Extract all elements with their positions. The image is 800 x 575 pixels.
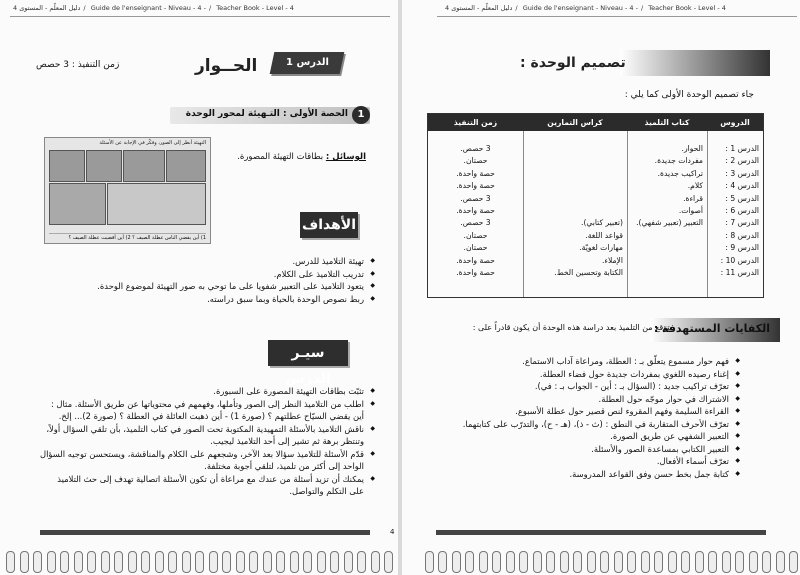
table-cell-lesson: الدرس 11 : bbox=[720, 268, 759, 278]
binding-ring bbox=[465, 551, 474, 573]
competency-item: ◆ الاشتراك في حوار موجّه حول العطلة. bbox=[440, 393, 740, 406]
lesson-tab bbox=[270, 52, 345, 74]
binding-ring bbox=[708, 551, 717, 573]
table-cell-time: حصة واحدة. bbox=[456, 268, 495, 278]
lesson-flow-heading-label: سيـر الدرس bbox=[285, 345, 331, 387]
table-cell-student-book: التعبير (تعبير شفهي). bbox=[636, 218, 703, 228]
header-rule bbox=[10, 16, 390, 17]
materials bbox=[216, 152, 366, 162]
binding-ring bbox=[492, 551, 501, 573]
binding-ring bbox=[587, 551, 596, 573]
table-cell-student-book bbox=[628, 255, 703, 267]
binding-ring bbox=[668, 551, 677, 573]
table-cell-time: 3 حصص. bbox=[460, 193, 491, 203]
header-french: Guide de l'enseignant - Niveau - 4 - bbox=[522, 4, 638, 12]
competency-item: ◆ إغناء رصيده اللغوي بمفردات جديدة حول فضاء العطلة. bbox=[440, 368, 740, 381]
binding-ring bbox=[47, 551, 56, 573]
table-header-row bbox=[428, 114, 763, 131]
competency-item: ◆ فهم حوار مسموع يتعلّق بـ : العطلة، ومراعاة آداب الاستماع. bbox=[440, 355, 740, 368]
header-arabic: دليل المعلّم - المستوى 4 bbox=[445, 4, 513, 12]
lesson-flow-heading bbox=[268, 340, 348, 387]
table-cell-time: حصة واحدة. bbox=[456, 168, 495, 178]
binding-ring bbox=[614, 551, 623, 573]
table-cell-time: 3 حصص. bbox=[460, 218, 491, 228]
table-cell-lesson: الدرس 2 : bbox=[725, 156, 759, 166]
table-column-student-book bbox=[627, 131, 707, 297]
binding-ring bbox=[371, 551, 380, 573]
lesson-tab-label: الدرس 1 bbox=[285, 57, 329, 68]
binding-ring bbox=[735, 551, 744, 573]
table-cell-student-book: قراءة. bbox=[683, 193, 703, 203]
lesson-title: الحــوار bbox=[195, 56, 258, 76]
table-cell-lesson: الدرس 8 : bbox=[725, 230, 759, 240]
table-cell-workbook bbox=[524, 155, 623, 167]
binding-ring bbox=[236, 551, 245, 573]
table-cell-student-book: تراكيب جديدة. bbox=[657, 168, 703, 178]
binding-ring bbox=[249, 551, 258, 573]
binding-ring bbox=[33, 551, 42, 573]
lesson-step-item: ◆ قدّم الأسئلة للتلاميذ سؤالا بعد الآخر، وشجعهم على الكلام والمناقشة، ويستحسن توجيه السؤال الواحد إلى أكثر من تلميذ، لتلقي أجوبة مختلفة. bbox=[40, 448, 375, 473]
binding-ring bbox=[330, 551, 339, 573]
design-title: تصميم الوحدة : bbox=[520, 55, 626, 71]
goal-item: ◆ تدريب التلاميذ على الكلام. bbox=[40, 268, 375, 281]
intro-image bbox=[44, 137, 211, 244]
left-page bbox=[0, 0, 398, 575]
table-cell-student-book bbox=[628, 242, 703, 254]
table-cell-workbook: مهارات لغويّة. bbox=[579, 243, 623, 253]
table-cell-time: حصتان. bbox=[463, 243, 488, 253]
table-cell-lesson: الدرس 5 : bbox=[725, 193, 759, 203]
competency-item: ◆ التعبير الكتابي بمساعدة الصور والأسئلة. bbox=[440, 443, 740, 456]
binding-ring bbox=[209, 551, 218, 573]
binding-ring bbox=[114, 551, 123, 573]
spiral-binding bbox=[0, 551, 800, 575]
photo-waves bbox=[49, 183, 106, 225]
table-header-time: زمن التنفيذ bbox=[453, 118, 498, 127]
table-cell-workbook bbox=[524, 180, 623, 192]
table-cell-workbook bbox=[524, 193, 623, 205]
materials-text: بطاقات التهيئة المصورة. bbox=[237, 152, 324, 162]
binding-ring bbox=[573, 551, 582, 573]
binding-ring bbox=[654, 551, 663, 573]
competency-item: ◆ كتابة جمل بخط حسن وفق القواعد المدروسة. bbox=[440, 468, 740, 481]
table-column-lessons bbox=[707, 131, 763, 297]
session-text: الحصة الأولى : التـهيئة لمحور الوحدة bbox=[185, 109, 348, 119]
binding-ring bbox=[317, 551, 326, 573]
design-intro: جاء تصميم الوحدة الأولى كما يلي : bbox=[624, 90, 754, 100]
lesson-step-item: ◆ يمكنك أن تزيد أسئلة من عندك مع مراعاة أن تكون الأسئلة اتصالية تهدف إلى حث التلاميذ على التكلم والتواصل. bbox=[40, 473, 375, 498]
binding-ring bbox=[600, 551, 609, 573]
duration: زمن التنفيذ : 3 حصص bbox=[36, 60, 120, 70]
table-column-time bbox=[428, 131, 523, 297]
binding-ring bbox=[168, 551, 177, 573]
binding-ring bbox=[263, 551, 272, 573]
binding-ring bbox=[195, 551, 204, 573]
binding-ring bbox=[276, 551, 285, 573]
binding-ring bbox=[681, 551, 690, 573]
competency-item: ◆ التعبير الشفهي عن طريق الصورة. bbox=[440, 430, 740, 443]
binding-ring bbox=[722, 551, 731, 573]
table-header-lessons: الدروس bbox=[720, 118, 750, 127]
lesson-step-item: ◆ اطلب من التلاميذ النظر إلى الصور وتأملها، وفهمهم في محتوياتها عن طريق الأسئلة. مثال : أين يقضي السيّاح عطلتهم ؟ (صورة 1) - أين ذهبت العائلة في العطلة ؟ (صورة 2)... إلخ. bbox=[40, 398, 375, 423]
competency-item: ◆ القراءة السليمة وفهم المقروء لنص قصير حول عطلة الأسبوع. bbox=[440, 405, 740, 418]
binding-ring bbox=[641, 551, 650, 573]
binding-ring bbox=[506, 551, 515, 573]
photo-city bbox=[123, 150, 165, 182]
photo-camels bbox=[86, 150, 122, 182]
binding-ring bbox=[452, 551, 461, 573]
photo-landscape bbox=[166, 150, 206, 182]
table-cell-lesson: الدرس 10 : bbox=[720, 255, 759, 265]
table-cell-workbook: الإملاء. bbox=[601, 255, 623, 265]
binding-ring bbox=[384, 551, 393, 573]
header-french: Guide de l'enseignant - Niveau - 4 - bbox=[90, 4, 206, 12]
binding-ring bbox=[695, 551, 704, 573]
goal-item: ◆ تهيئة التلاميذ للدرس. bbox=[40, 255, 375, 268]
binding-ring bbox=[438, 551, 447, 573]
table-cell-lesson: الدرس 1 : bbox=[725, 144, 759, 153]
photo-beach bbox=[49, 150, 85, 182]
binding-ring bbox=[776, 551, 785, 573]
lesson-step-item: ◆ ناقش التلاميذ بالأسئلة التمهيدية المكتوبة تحت الصور في كتاب التلميذ، بأن تلقي السؤال أولاً، وتنتظر برهة ثم تشير إلى أحد التلاميذ ليجيب. bbox=[40, 423, 375, 448]
binding-ring bbox=[141, 551, 150, 573]
design-title-bar bbox=[620, 50, 770, 76]
table-cell-workbook: (تعبير كتابي). bbox=[581, 218, 623, 228]
binding-ring bbox=[425, 551, 434, 573]
table-cell-student-book bbox=[628, 267, 703, 279]
table-cell-student-book: الحوار. bbox=[681, 144, 703, 153]
binding-ring bbox=[222, 551, 231, 573]
binding-ring bbox=[128, 551, 137, 573]
table-cell-student-book: أصوات. bbox=[678, 206, 703, 216]
table-header-student-book: كتاب التلميذ bbox=[644, 118, 690, 127]
binding-ring bbox=[344, 551, 353, 573]
table-cell-lesson: الدرس 4 : bbox=[725, 181, 759, 191]
table-cell-workbook bbox=[524, 143, 623, 155]
binding-ring bbox=[155, 551, 164, 573]
table-cell-workbook bbox=[524, 205, 623, 217]
competency-item: ◆ تعرّف الأحرف المتقاربة في النطق : (ث - ذ)، (هـ - ح)، والتدرّب على كتابتهما. bbox=[440, 418, 740, 431]
lesson-flow-list bbox=[40, 385, 375, 498]
binding-ring bbox=[762, 551, 771, 573]
table-cell-student-book: كلام. bbox=[687, 181, 703, 191]
goals-list bbox=[40, 255, 375, 305]
session-number: 1 bbox=[352, 106, 370, 124]
table-cell-time: 3 حصص. bbox=[460, 144, 491, 153]
binding-ring bbox=[357, 551, 366, 573]
table-body bbox=[428, 131, 763, 297]
binding-ring bbox=[87, 551, 96, 573]
table-cell-time: حصة واحدة. bbox=[456, 181, 495, 191]
binding-ring bbox=[546, 551, 555, 573]
left-page-header: دليل المعلّم - المستوى 4 / Guide de l'enseignant - Niveau - 4 - / Teacher Book - Level - 4 bbox=[13, 4, 294, 12]
binding-ring bbox=[20, 551, 29, 573]
table-cell-lesson: الدرس 7 : bbox=[725, 218, 759, 228]
table-cell-time: حصتان. bbox=[463, 156, 488, 166]
header-english: Teacher Book - Level - 4 bbox=[648, 4, 726, 12]
unit-design-table bbox=[427, 113, 764, 298]
goals-heading bbox=[300, 212, 358, 238]
photo-camping bbox=[107, 183, 206, 225]
page-number: 4 bbox=[390, 528, 395, 536]
table-cell-lesson: الدرس 9 : bbox=[725, 243, 759, 253]
binding-ring bbox=[101, 551, 110, 573]
table-header-workbook: كراس التمارين bbox=[547, 118, 603, 127]
binding-ring bbox=[789, 551, 798, 573]
table-cell-workbook bbox=[524, 168, 623, 180]
binding-ring bbox=[6, 551, 15, 573]
right-page-header: دليل المعلّم - المستوى 4 / Guide de l'enseignant - Niveau - 4 - / Teacher Book - Level - 4 bbox=[445, 4, 726, 12]
lesson-step-item: ◆ تثبّت بطاقات التهيئة المصورة على السبورة. bbox=[40, 385, 375, 398]
materials-label: الوسائل : bbox=[325, 152, 366, 162]
table-cell-time: حصة واحدة. bbox=[456, 255, 495, 265]
intro-image-questions: 1) أين يقضي الناس عطلة الصيف ؟ 2) أين أقضيت عطلة الصيف ؟ bbox=[49, 233, 206, 241]
binding-ring bbox=[290, 551, 299, 573]
competency-item: ◆ تعرّف أسماء الأفعال. bbox=[440, 455, 740, 468]
table-cell-lesson: الدرس 3 : bbox=[725, 168, 759, 178]
binding-ring bbox=[627, 551, 636, 573]
table-cell-student-book bbox=[628, 230, 703, 242]
binding-ring bbox=[182, 551, 191, 573]
table-cell-student-book: مفردات جديدة. bbox=[654, 156, 703, 166]
binding-ring bbox=[519, 551, 528, 573]
table-cell-time: حصة واحدة. bbox=[456, 206, 495, 216]
binding-ring bbox=[60, 551, 69, 573]
competencies-title: الكفايات المستهدفة : bbox=[653, 322, 770, 335]
competencies-list bbox=[440, 355, 740, 480]
competency-item: ◆ تعرّف تراكيب جديد : (السؤال بـ : أين - الجواب بـ : في). bbox=[440, 380, 740, 393]
table-cell-workbook: قواعد اللغة. bbox=[585, 230, 623, 240]
binding-ring bbox=[560, 551, 569, 573]
goal-item: ◆ ربط نصوص الوحدة بالحياة وبما سبق دراسته. bbox=[40, 293, 375, 306]
table-cell-workbook: الكتابة وتحسين الخط. bbox=[554, 267, 623, 277]
binding-ring bbox=[479, 551, 488, 573]
table-cell-time: حصتان. bbox=[463, 230, 488, 240]
bottom-rule-right bbox=[436, 530, 766, 535]
goal-item: ◆ يتعود التلاميذ على التعبير شفويا على ما توحي به صور التهيئة لموضوع الوحدة. bbox=[40, 280, 375, 293]
competencies-intro: يتوقع من التلميذ بعد دراسة هذه الوحدة أن يكون قادراً على : bbox=[472, 323, 672, 332]
goals-heading-label: الأهداف bbox=[301, 217, 357, 233]
binding-ring bbox=[533, 551, 542, 573]
intro-image-caption: التهيئة أنظر إلى الصور، وفكّر في الإجابة عن الأسئلة bbox=[99, 140, 206, 146]
binding-ring bbox=[74, 551, 83, 573]
header-english: Teacher Book - Level - 4 bbox=[216, 4, 294, 12]
binding-ring bbox=[749, 551, 758, 573]
binding-ring bbox=[303, 551, 312, 573]
table-column-workbook bbox=[523, 131, 627, 297]
table-cell-lesson: الدرس 6 : bbox=[725, 206, 759, 216]
header-rule bbox=[437, 16, 797, 17]
header-arabic: دليل المعلّم - المستوى 4 bbox=[13, 4, 81, 12]
bottom-rule bbox=[40, 530, 370, 535]
